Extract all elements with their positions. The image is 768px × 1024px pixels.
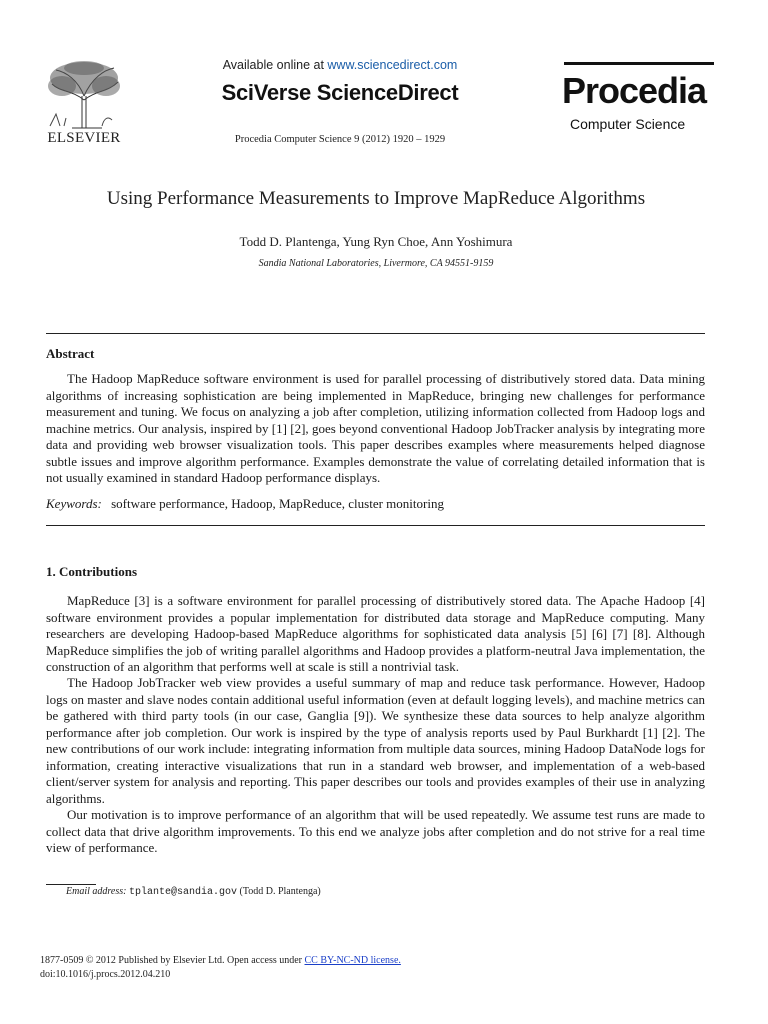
procedia-top-bar [564,62,714,65]
footnote-label: Email address: [66,886,127,897]
paper-title: Using Performance Measurements to Improve MapReduce Algorithms [106,188,646,209]
elsevier-tree-icon [42,60,126,130]
abstract-text: The Hadoop MapReduce software environment is used for parallel processing of distributively stored data. Data mining algorithms of increasing sophistication are being implemented in MapReduce, bringing new challenges for performance measurement and tuning. We focus on analyzing a job after completion, utilizing information collected from Hadoop logs and machine metrics. Our analysis, inspired by [1] [2], goes beyond conventional Hadoop JobTracker analysis by integrating more data and providing web browser visualization tools. This paper describes examples where measurements helped diagnose subtle issues and improve algorithm performance. Examples demonstrate the value of correlating detailed information that is not usually examined in standard Hadoop performance displays. [46,371,705,485]
contributions-paragraph-1: MapReduce [3] is a software environment for parallel processing of distributively stored data. The Apache Hadoop [4] software environment provides a popular implementation for distributed data storage and MapReduce computing. Many researchers are developing Hadoop-based MapReduce algorithms for sophisticated data analysis [5] [6] [7] [8]. Although MapReduce simplifies the job of writing parallel algorithms and Hadoop provides a platform-neutral Java implementation, the construction of an algorithm that performs well at scale is still a nontrivial task. [46,593,705,674]
footnote [66,886,321,898]
footnote-rule [46,884,96,885]
keywords-line [46,496,444,512]
publisher-name: ELSEVIER [47,130,121,146]
procedia-title: Procedia [562,70,707,111]
journal-reference: Procedia Computer Science 9 (2012) 1920 – 1929 [234,134,446,145]
keywords-list: software performance, Hadoop, MapReduce, cluster monitoring [111,496,444,511]
procedia-subtitle: Computer Science [570,116,686,132]
paper-affiliation: Sandia National Laboratories, Livermore, CA 94551-9159 [258,258,494,269]
contributions-paragraph-2: The Hadoop JobTracker web view provides a useful summary of map and reduce task performance. However, Hadoop logs on master and slave nodes contain additional useful information (even at default logging levels), and machine metrics can be gathered with third party tools (in our case, Ganglia [9]). We synthesize these data sources to help analyze algorithm performance after job completion. Our work is inspired by the type of analysis reports used by Paul Burkhardt [1] [2]. The new contributions of our work include: integrating information from multiple data sources, mining Hadoop DataNode logs for information, creating interactive visualizations that run in a standard web browser, and implementation of a web-based client/server system for analysis and reporting. This paper describes our tools and provides examples of their use in analyzing algorithms. [46,675,705,806]
footnote-name: (Todd D. Plantenga) [239,886,321,897]
abstract-heading: Abstract [46,346,95,361]
abstract-top-rule [46,333,705,334]
copyright-block [40,954,401,982]
copyright-text: 1877-0509 © 2012 Published by Elsevier Ltd. [40,955,225,966]
section-heading-contributions: 1. Contributions [46,564,138,579]
keywords-label: Keywords: [46,496,102,511]
available-prefix: Available online at [222,58,324,72]
abstract-bottom-rule [46,525,705,526]
sciencedirect-link[interactable]: www.sciencedirect.com [327,58,458,72]
sciverse-logo: SciVerse ScienceDirect [221,80,459,105]
procedia-logo [560,62,720,132]
contributions-paragraph-3: Our motivation is to improve performance of an algorithm that will be used repeatedly. We assume test runs are made to collect data that drive algorithm improvements. To this end we analyze jobs after completion and do not strive for a real time view of performance. [46,807,705,855]
license-link[interactable]: CC BY-NC-ND license. [304,955,401,966]
doi-text: doi:10.1016/j.procs.2012.04.210 [40,969,171,980]
elsevier-logo [42,60,126,150]
paper-authors: Todd D. Plantenga, Yung Ryn Choe, Ann Yoshimura [239,234,513,249]
footnote-email[interactable]: tplante@sandia.gov [128,887,237,898]
available-online-line [190,58,490,72]
open-access-text: Open access under [227,955,302,966]
